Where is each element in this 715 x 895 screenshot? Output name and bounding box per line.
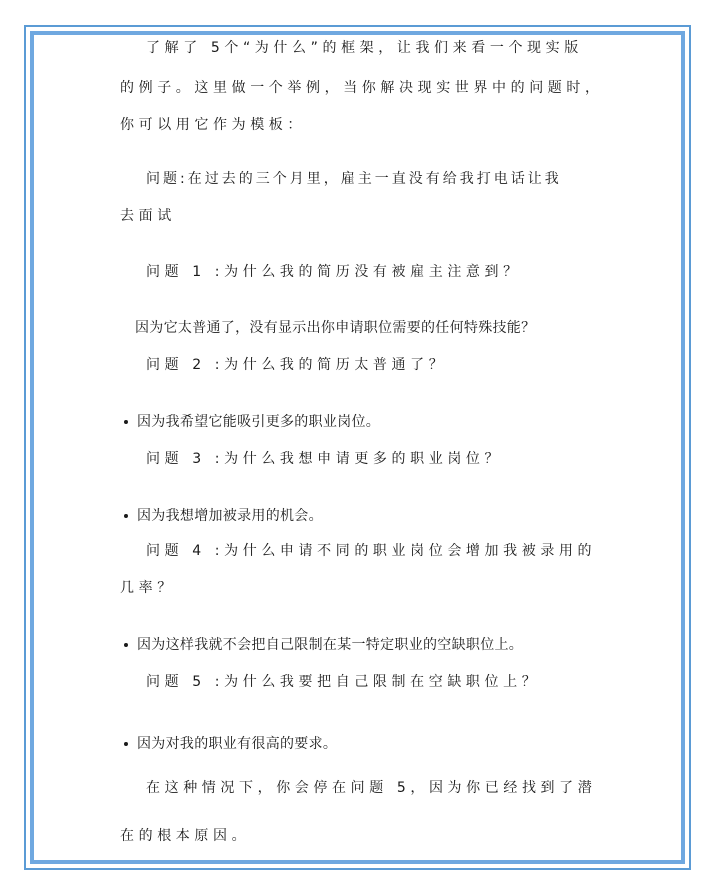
question-5: 问题 5 :为什么我要把自己限制在空缺职位上？ (146, 674, 541, 690)
question-1: 问题 1 :为什么我的简历没有被雇主注意到？ (146, 264, 522, 280)
bullet-icon (124, 643, 128, 647)
answer-3: 因为我想增加被录用的机会。 (137, 508, 323, 524)
intro-line-1: 了解了 5个“为什么”的框架，让我们来看一个现实版 (146, 40, 583, 56)
answer-4: 因为这样我就不会把自己限制在某一特定职业的空缺职位上。 (137, 637, 524, 653)
conclusion-line-2: 在的根本原因。 (120, 828, 251, 844)
intro-line-3: 你可以用它作为模板： (120, 117, 306, 133)
problem-line-1: 问题:在过去的三个月里，雇主一直没有给我打电话让我 (146, 171, 562, 187)
question-3: 问题 3 :为什么我想申请更多的职业岗位？ (146, 451, 504, 467)
question-4-line-1: 问题 4 :为什么申请不同的职业岗位会增加我被录用的 (146, 543, 597, 559)
conclusion-line-1: 在这种情况下，你会停在问题 5，因为你已经找到了潜 (146, 780, 597, 796)
page-border-inner (30, 31, 685, 864)
bullet-icon (124, 514, 128, 518)
bullet-icon (124, 742, 128, 746)
answer-2: 因为我希望它能吸引更多的职业岗位。 (137, 414, 381, 430)
answer-5: 因为对我的职业有很高的要求。 (137, 736, 338, 752)
problem-line-2: 去面试 (120, 208, 176, 224)
answer-1: 因为它太普通了，没有显示出你申请职位需要的任何特殊技能？ (135, 320, 536, 336)
question-4-line-2: 几率？ (120, 580, 176, 596)
question-2: 问题 2 :为什么我的简历太普通了？ (146, 357, 448, 373)
intro-line-2: 的例子。这里做一个举例，当你解决现实世界中的问题时， (120, 80, 604, 96)
bullet-icon (124, 420, 128, 424)
